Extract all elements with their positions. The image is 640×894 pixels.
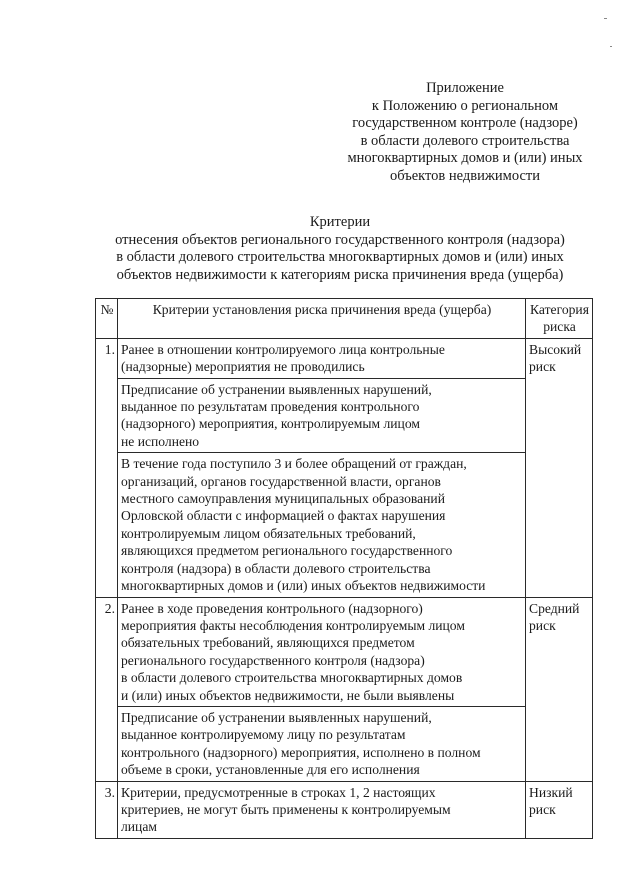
criteria-line: лицам: [121, 819, 157, 835]
criteria-line: являющихся предметом регионального государственного: [121, 543, 453, 559]
criteria-cell: [118, 781, 526, 838]
criteria-cell: [118, 453, 526, 597]
criteria-line: контроля (надзора) в области долевого строительства: [121, 560, 431, 576]
appendix-line: в области долевого строительства: [360, 132, 570, 149]
criteria-line: контролируемым лицом обязательных требований,: [121, 525, 416, 541]
risk-category-line: риск: [529, 359, 556, 375]
criteria-line: в области долевого строительства многоквартирных домов: [121, 670, 463, 686]
table-row: [96, 706, 593, 781]
criteria-line: мероприятия факты несоблюдения контролируемым лицом: [121, 617, 465, 633]
criteria-line: Предписание об устранении выявленных нарушений,: [121, 381, 432, 397]
criteria-line: Критерии, предусмотренные в строках 1, 2 настоящих: [121, 784, 436, 800]
risk-category-line: Средний: [529, 600, 580, 616]
criteria-heading: [60, 214, 620, 284]
appendix-header: [300, 80, 630, 185]
table-row: [96, 597, 593, 706]
risk-category-cell: [526, 781, 593, 838]
scan-speck: [604, 18, 607, 19]
row-number: 3.: [96, 781, 118, 838]
criteria-line: Ранее в ходе проведения контрольного (надзорного): [121, 600, 423, 616]
criteria-line: многоквартирных домов и (или) иных объектов недвижимости: [121, 578, 486, 594]
criteria-subtitle-line: отнесения объектов регионального государственного контроля (надзора): [115, 231, 565, 248]
risk-category-line: Высокий: [529, 341, 582, 357]
table-row: [96, 338, 593, 378]
criteria-line: контрольного (надзорного) мероприятия, исполнено в полном: [121, 744, 481, 760]
criteria-line: организаций, органов государственной власти, органов: [121, 473, 441, 489]
criteria-line: и (или) иных объектов недвижимости, не были выявлены: [121, 687, 455, 703]
criteria-line: критериев, не могут быть применены к контролируемым: [121, 801, 451, 817]
criteria-line: Ранее в отношении контролируемого лица контрольные: [121, 341, 445, 357]
appendix-line: объектов недвижимости: [389, 167, 540, 184]
header-category-line: Категория: [530, 302, 589, 317]
criteria-line: В течение года поступило 3 и более обращений от граждан,: [121, 456, 467, 472]
criteria-line: Предписание об устранении выявленных нарушений,: [121, 709, 432, 725]
appendix-line: государственном контроле (надзоре): [352, 115, 578, 131]
risk-category-cell: [526, 597, 593, 781]
criteria-line: не исполнено: [121, 433, 200, 449]
risk-category-line: риск: [529, 617, 556, 633]
table-row: [96, 453, 593, 597]
criteria-cell: [118, 706, 526, 781]
criteria-line: (надзорного) мероприятия, контролируемым лицом: [121, 416, 420, 432]
table-row: [96, 781, 593, 838]
criteria-line: выданное по результатам проведения контрольного: [121, 399, 420, 415]
header-criteria: Критерии установления риска причинения вреда (ущерба): [118, 299, 526, 339]
criteria-line: обязательных требований, являющихся предметом: [121, 635, 415, 651]
criteria-line: регионального государственного контроля (надзора): [121, 652, 425, 668]
row-number: 1.: [96, 338, 118, 597]
criteria-cell: [118, 378, 526, 453]
criteria-subtitle-line: в области долевого строительства многоквартирных домов и (или) иных: [116, 249, 564, 265]
risk-criteria-table: [95, 298, 593, 839]
appendix-line: Приложение: [426, 80, 504, 96]
row-number: 2.: [96, 597, 118, 781]
scan-speck: [610, 46, 612, 47]
header-category: [526, 299, 593, 339]
risk-category-line: Низкий: [529, 784, 573, 800]
appendix-line: многоквартирных домов и (или) иных: [347, 150, 583, 166]
criteria-subtitle-line: объектов недвижимости к категориям риска причинения вреда (ущерба): [116, 266, 564, 283]
header-num: №: [96, 299, 118, 339]
criteria-line: выданное контролируемому лицу по результатам: [121, 727, 406, 743]
risk-category-line: риск: [529, 801, 556, 817]
criteria-line: (надзорные) мероприятия не проводились: [121, 359, 365, 375]
criteria-line: Орловской области с информацией о фактах нарушения: [121, 508, 446, 524]
criteria-line: местного самоуправления муниципальных образований: [121, 491, 445, 507]
criteria-line: объеме в сроки, установленные для его исполнения: [121, 762, 420, 778]
criteria-cell: [118, 597, 526, 706]
criteria-title: Критерии: [309, 214, 371, 230]
risk-category-cell: [526, 338, 593, 597]
appendix-line: к Положению о региональном: [371, 97, 559, 114]
table-row: [96, 378, 593, 453]
header-category-line: риска: [543, 319, 576, 335]
criteria-cell: [118, 338, 526, 378]
table-header-row: [96, 299, 593, 339]
